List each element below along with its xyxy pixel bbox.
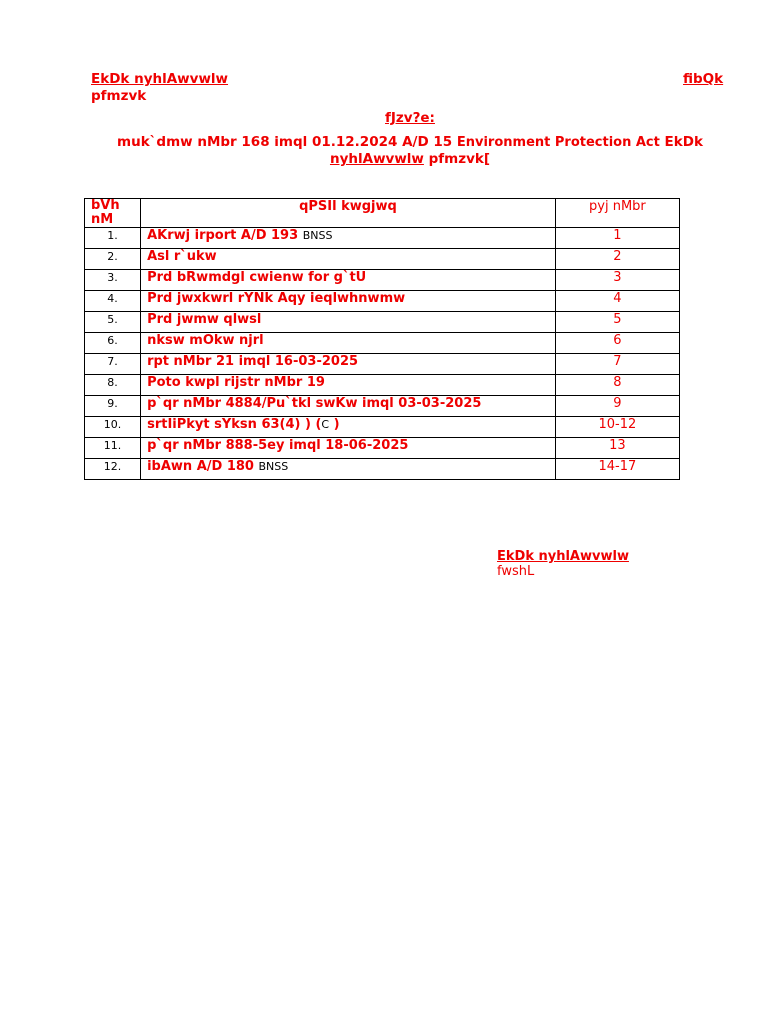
header-left-line2: pfmzvk xyxy=(91,88,147,104)
row-item-text: nksw mOkw njrl xyxy=(147,333,264,348)
row-page-number: 10-12 xyxy=(555,417,679,438)
subject-line1 xyxy=(0,134,768,150)
table-row xyxy=(85,438,680,459)
subject-label: fJzv?e: xyxy=(385,110,435,126)
table-row xyxy=(85,228,680,249)
row-serial-number: 1. xyxy=(85,228,141,249)
table-row xyxy=(85,249,680,270)
row-document-detail xyxy=(141,417,556,438)
row-document-detail xyxy=(141,312,556,333)
header-left xyxy=(91,71,228,105)
row-document-detail xyxy=(141,291,556,312)
header-right: fibQk xyxy=(683,71,724,87)
row-serial-number: 5. xyxy=(85,312,141,333)
row-page-number: 6 xyxy=(555,333,679,354)
row-item-end: ) xyxy=(329,417,340,432)
row-item-text: Prd jwxkwrl rYNk Aqy ieqlwhnwmw xyxy=(147,291,406,306)
row-serial-number: 3. xyxy=(85,270,141,291)
row-serial-number: 8. xyxy=(85,375,141,396)
table-row xyxy=(85,354,680,375)
row-document-detail xyxy=(141,228,556,249)
row-serial-number: 12. xyxy=(85,459,141,480)
subject-line1-end: EkDk xyxy=(659,134,703,150)
row-page-number: 5 xyxy=(555,312,679,333)
row-page-number: 1 xyxy=(555,228,679,249)
signature-block xyxy=(497,549,629,579)
header-page-number: pyj nMbr xyxy=(555,199,679,228)
row-page-number: 9 xyxy=(555,396,679,417)
row-page-number: 8 xyxy=(555,375,679,396)
subject-line1-main: muk`dmw nMbr 168 imql 01.12.2024 A/D 15 xyxy=(117,134,457,150)
table-body xyxy=(85,228,680,480)
row-document-detail xyxy=(141,375,556,396)
row-page-number: 7 xyxy=(555,354,679,375)
header-document-details: qPSIl kwgjwq xyxy=(141,199,556,228)
row-document-detail xyxy=(141,249,556,270)
row-serial-number: 9. xyxy=(85,396,141,417)
subject-line2-underlined: nyhlAwvwlw xyxy=(329,151,424,167)
table-row xyxy=(85,312,680,333)
row-item-text: Asl r`ukw xyxy=(147,249,217,264)
row-page-number: 2 xyxy=(555,249,679,270)
subject-line2 xyxy=(0,151,768,167)
row-page-number: 4 xyxy=(555,291,679,312)
row-item-text: AKrwj irport A/D 193 xyxy=(147,228,303,243)
row-document-detail xyxy=(141,270,556,291)
row-document-detail xyxy=(141,333,556,354)
row-document-detail xyxy=(141,354,556,375)
row-serial-number: 11. xyxy=(85,438,141,459)
row-item-text: Poto kwpl rijstr nMbr 19 xyxy=(147,375,325,390)
subject-line2-end: pfmzvk[ xyxy=(423,151,491,167)
row-serial-number: 7. xyxy=(85,354,141,375)
table-row xyxy=(85,459,680,480)
row-serial-number: 10. xyxy=(85,417,141,438)
row-page-number: 14-17 xyxy=(555,459,679,480)
signature-subtitle: fwshL xyxy=(497,564,535,579)
row-document-detail xyxy=(141,459,556,480)
index-table xyxy=(84,198,680,480)
header-left-line1: EkDk nyhlAwvwlw xyxy=(91,71,229,87)
table-row xyxy=(85,291,680,312)
row-serial-number: 6. xyxy=(85,333,141,354)
row-page-number: 3 xyxy=(555,270,679,291)
row-item-text: Prd jwmw qlwsl xyxy=(147,312,262,327)
table-row xyxy=(85,375,680,396)
table-row xyxy=(85,417,680,438)
row-serial-number: 2. xyxy=(85,249,141,270)
row-item-text: p`qr nMbr 888-5ey imql 18-06-2025 xyxy=(147,438,409,453)
row-item-text: srtIiPkyt sYksn 63(4) ) ( xyxy=(147,417,322,432)
table-row xyxy=(85,333,680,354)
row-item-suffix: BNSS xyxy=(302,229,333,242)
row-serial-number: 4. xyxy=(85,291,141,312)
row-item-suffix: C xyxy=(321,418,330,431)
row-page-number: 13 xyxy=(555,438,679,459)
subject-line1-english: Environment Protection Act xyxy=(456,135,660,150)
signature-title: EkDk nyhlAwvwlw xyxy=(497,549,629,564)
row-item-text: Prd bRwmdgl cwienw for g`tU xyxy=(147,270,367,285)
row-document-detail xyxy=(141,396,556,417)
row-document-detail xyxy=(141,438,556,459)
table-header-row xyxy=(85,199,680,228)
row-item-text: ibAwn A/D 180 xyxy=(147,459,259,474)
row-item-suffix: BNSS xyxy=(258,460,289,473)
table-row xyxy=(85,396,680,417)
row-item-text: p`qr nMbr 4884/Pu`tkl swKw imql 03-03-2025 xyxy=(147,396,482,411)
header-serial-number: bVh nM xyxy=(85,199,141,228)
row-item-text: rpt nMbr 21 imql 16-03-2025 xyxy=(147,354,359,369)
table-row xyxy=(85,270,680,291)
